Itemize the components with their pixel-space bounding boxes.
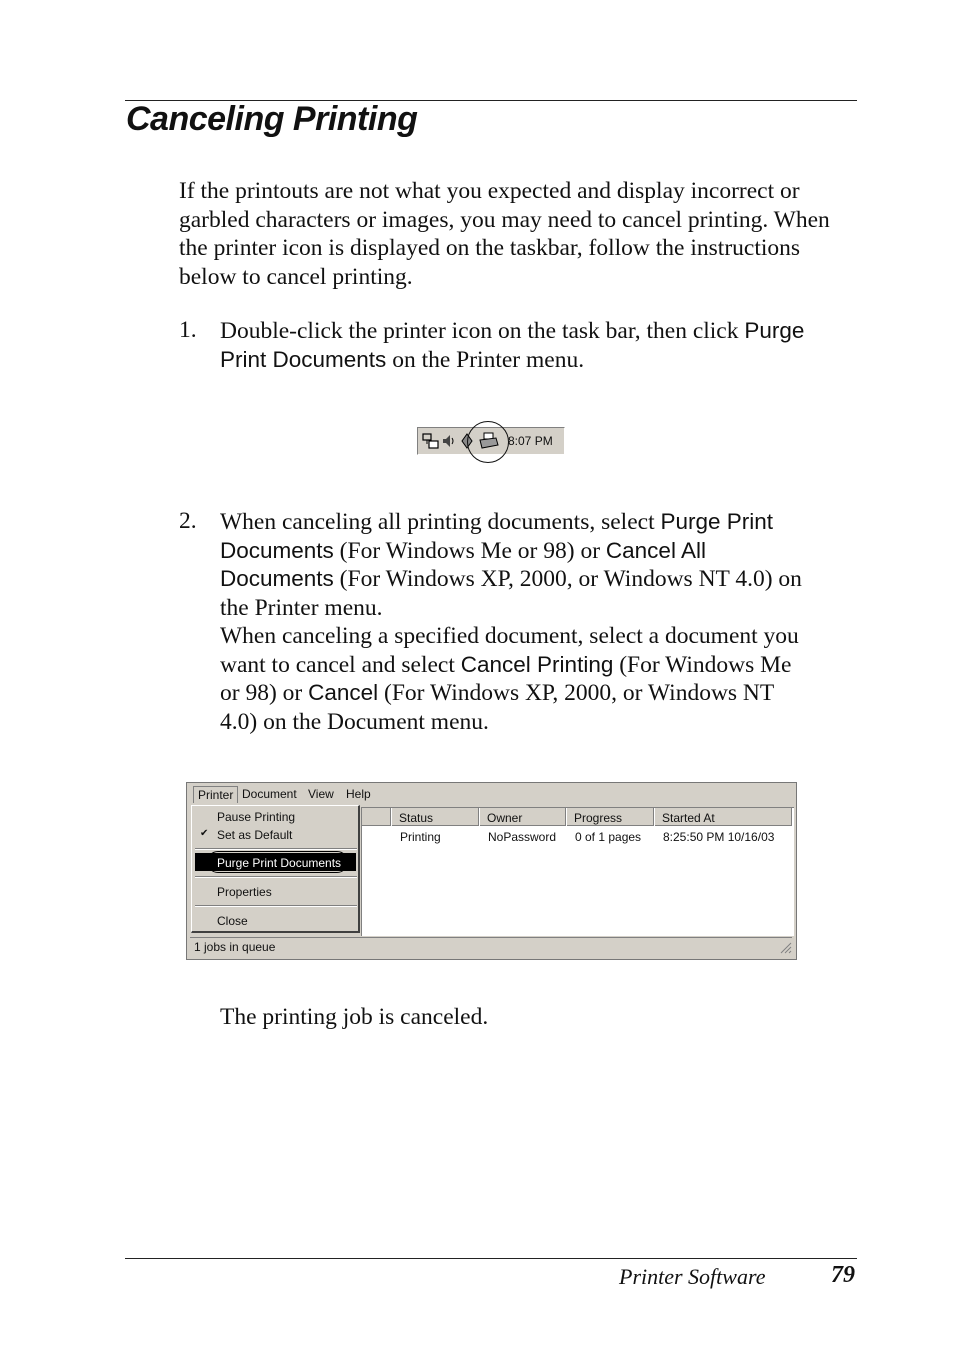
status-bar bbox=[190, 937, 792, 956]
step-2-line-3: (For Windows XP, 2000, or Windows NT 4.0) on bbox=[333, 566, 802, 592]
step-2-ui-purge-print: Purge Print bbox=[660, 509, 774, 534]
menu-bar bbox=[187, 783, 796, 805]
step-1-number: 1. bbox=[179, 317, 197, 343]
bottom-rule bbox=[125, 1258, 857, 1259]
step-2-number: 2. bbox=[179, 508, 197, 534]
cell-status[interactable]: Printing bbox=[400, 830, 441, 844]
step-1-ui-print-documents: Print Documents bbox=[220, 346, 387, 372]
step-2-line-6b: (For Windows Me bbox=[613, 651, 792, 678]
speaker-icon bbox=[441, 432, 455, 450]
menu-printer[interactable]: Printer bbox=[193, 786, 238, 803]
step-2-text bbox=[220, 508, 860, 736]
step-2-line-4: the Printer menu. bbox=[220, 594, 383, 621]
status-text: 1 jobs in queue bbox=[194, 940, 276, 954]
menu-view[interactable]: View bbox=[308, 787, 334, 801]
step-2-line-1: When canceling all printing documents, select bbox=[220, 509, 661, 535]
menu-help[interactable]: Help bbox=[346, 787, 371, 801]
checkmark-icon: ✔ bbox=[200, 828, 209, 839]
menu-separator bbox=[195, 905, 357, 907]
result-text: The printing job is canceled. bbox=[220, 1004, 489, 1030]
menu-item-pause-printing[interactable]: Pause Printing bbox=[217, 810, 296, 824]
column-header-owner[interactable]: Owner bbox=[480, 808, 566, 826]
step-2-ui-documents: Documents bbox=[220, 537, 334, 563]
menu-separator bbox=[195, 876, 357, 878]
page-title: Canceling Printing bbox=[126, 100, 418, 138]
step-2-line-8: 4.0) on the Document menu. bbox=[220, 708, 489, 735]
step-2-ui-cancel-printing: Cancel Printing bbox=[460, 651, 614, 677]
step-1-ui-purge: Purge bbox=[744, 318, 805, 343]
step-2-line-7: or 98) or bbox=[220, 680, 309, 706]
step-1-text-a: Double-click the printer icon on the task bar, then click bbox=[220, 318, 745, 344]
intro-paragraph: If the printouts are not what you expected and display incorrect or garbled characters or images, you may need to cancel printing. When the printer icon is displayed on the taskbar, follow the instructions below to cancel printing. bbox=[179, 178, 830, 290]
footer-section: Printer Software bbox=[619, 1264, 766, 1289]
column-header-status[interactable]: Status bbox=[392, 808, 479, 826]
tray-clock: 8:07 PM bbox=[508, 434, 553, 448]
step-1-text bbox=[220, 317, 860, 374]
step-1-text-b: on the Printer menu. bbox=[386, 346, 585, 373]
purge-highlight-circle bbox=[207, 851, 348, 873]
menu-item-set-as-default[interactable]: Set as Default bbox=[217, 828, 293, 842]
step-2-line-5: When canceling a specified document, select a document you bbox=[220, 623, 799, 649]
step-2-ui-documents-2: Documents bbox=[220, 566, 334, 591]
column-header-started-at[interactable]: Started At bbox=[655, 808, 792, 826]
step-2-line-6: want to cancel and select bbox=[220, 651, 461, 678]
highlight-circle bbox=[467, 421, 509, 463]
menu-separator bbox=[195, 848, 357, 850]
printer-menu-dropdown bbox=[191, 805, 360, 933]
step-2-ui-cancel-all: Cancel All bbox=[605, 537, 706, 563]
network-icon bbox=[422, 432, 440, 450]
menu-item-purge-print-documents[interactable]: Purge Print Documents bbox=[217, 856, 342, 870]
cell-owner[interactable]: NoPassword bbox=[488, 830, 557, 844]
menu-item-close[interactable]: Close bbox=[217, 914, 248, 928]
menu-document[interactable]: Document bbox=[242, 787, 297, 801]
menu-item-properties[interactable]: Properties bbox=[217, 885, 272, 899]
printer-queue-window bbox=[186, 782, 797, 960]
resize-grip-icon[interactable] bbox=[778, 940, 792, 954]
cell-progress[interactable]: 0 of 1 pages bbox=[575, 830, 642, 844]
step-2-ui-cancel: Cancel bbox=[308, 680, 379, 705]
cell-started-at[interactable]: 8:25:50 PM 10/16/03 bbox=[663, 830, 775, 844]
step-2-line-2: (For Windows Me or 98) or bbox=[333, 537, 606, 564]
step-2-line-7b: (For Windows XP, 2000, or Windows NT bbox=[378, 680, 775, 706]
column-header-doc[interactable] bbox=[362, 808, 391, 826]
page-number: 79 bbox=[831, 1262, 855, 1288]
column-header-progress[interactable]: Progress bbox=[567, 808, 654, 826]
job-list bbox=[361, 807, 794, 936]
